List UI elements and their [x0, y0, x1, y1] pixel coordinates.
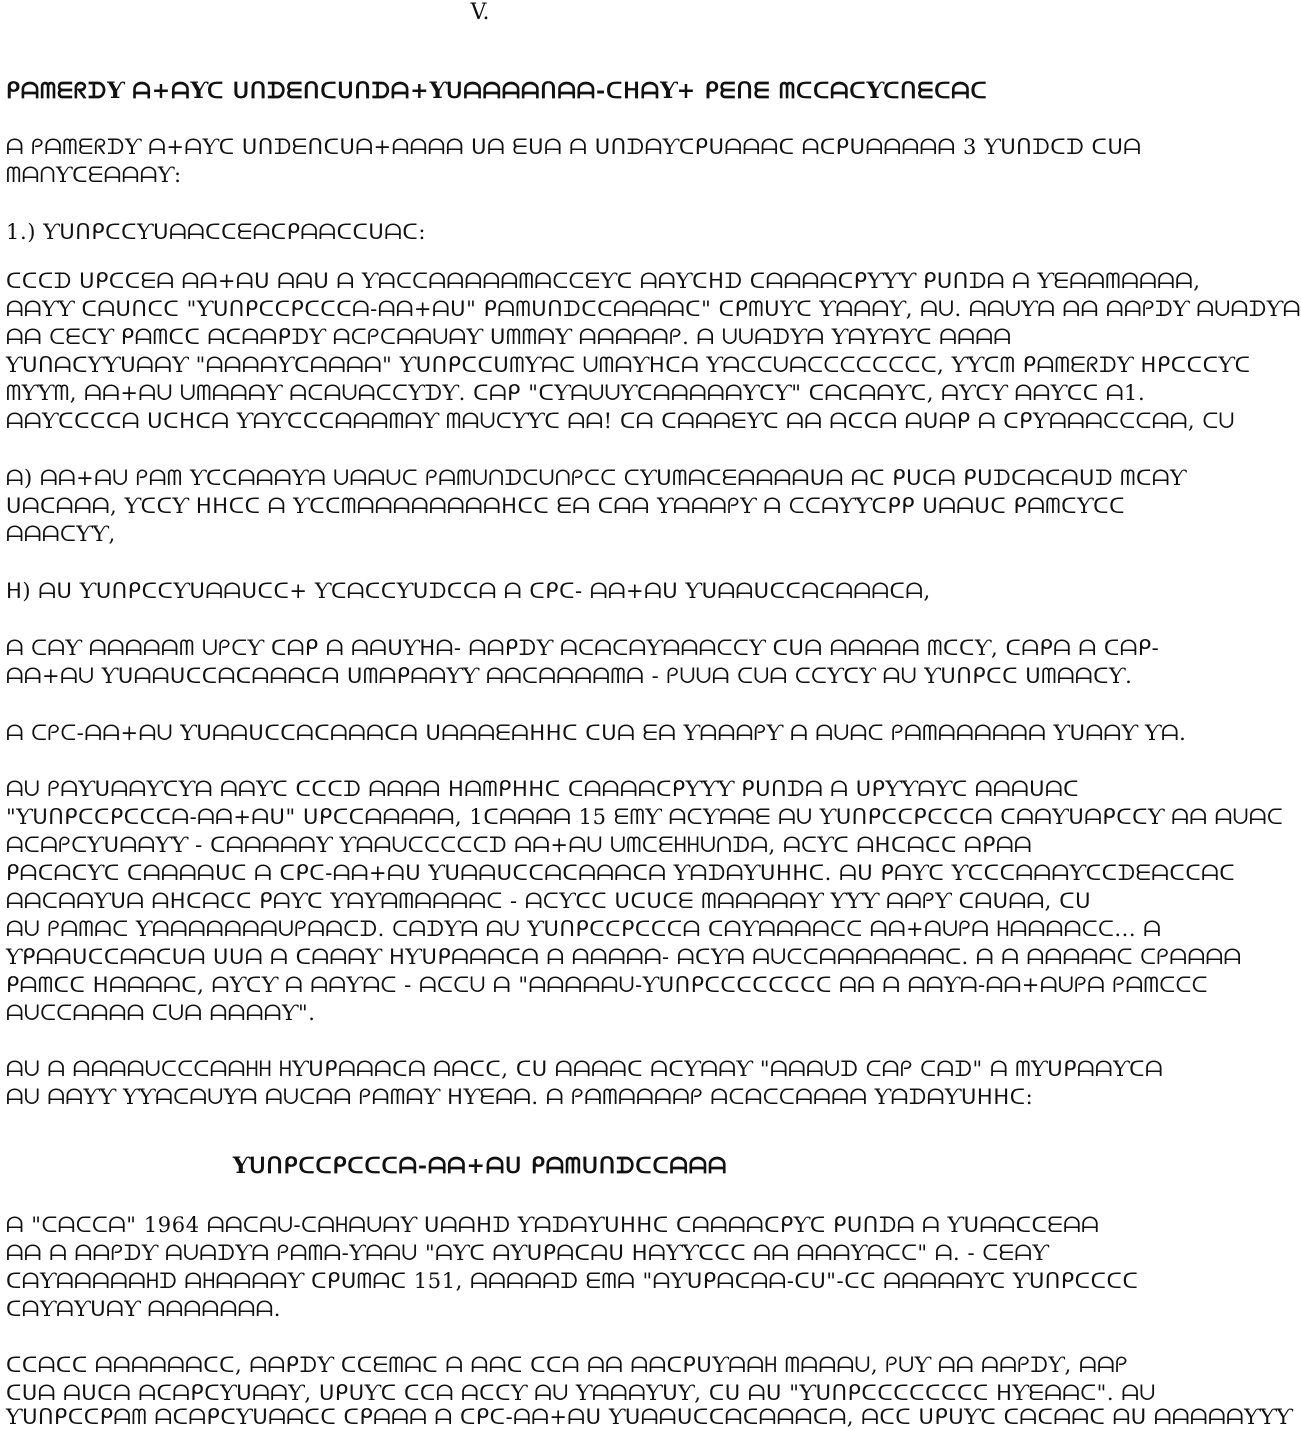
- paragraph-line: ᑕᑕᗩᑕᑕ ᗩᗩᗩᗩᗩᗩᑕᑕ, ᗩᗩᑭᗪƳ ᑕᑕᗴᗰᗩᑕ ᗩ ᗩᗩᑕ ᑕᑕᗩ ᗩᗩ ᗩᗩᑕᑭᑌƳᗩᗩᕼ ᗰᗩᗩᗩᑌ, ᑭᑌƳ ᗩᗩ ᗩᗩᑭᗪƳ, ᗩᗩᑭ: [6, 1353, 1129, 1377]
- paragraph-line: ᗩ ᑕᑭᑕ-ᗩᗩ+ᗩᑌ Ƴᑌᗩᗩᑌᑕᑕᗩᑕᗩᗩᗩᑕᗩ ᑌᗩᗩᗩᗴᗩᕼᕼᑕ ᑕᑌᗩ ᗴᗩ ƳᗩᗩᗩᑭƳ ᗩ ᗩᑌᗩᑕ ᑭᗩᗰᗩᗩᗩᗩᗩᗩ ƳᑌᗩᗩƳ Ƴᗩ.: [6, 721, 1187, 745]
- paragraph-line: Ƴᑭᗩᗩᑌᑕᑕᗩᗩᑕᑌᗩ ᑌᑌᗩ ᗩ ᑕᗩᗩᗩƳ ᕼƳᑌᑭᗩᗩᗩᑕᗩ ᗩ ᗩᗩᗩᗩᗩ- ᗩᑕƳᗩ ᗩᑌᑕᑕᗩᗩᗩᗩᗩᗩᗩᑕ. ᗩ ᗩ ᗩᗩᗩᗩᗩᑕ ᑕᑭᗩᗩᗩᗩ: [6, 945, 1242, 969]
- paragraph-line: ᑭᗩᑕᗩᑕƳᑕ ᑕᗩᗩᗩᗩᑌᑕ ᗩ ᑕᑭᑕ-ᗩᗩ+ᗩᑌ Ƴᑌᗩᗩᑌᑕᑕᗩᑕᗩᗩᗩᑕᗩ ƳᗩᗪᗩƳᑌᕼᕼᑕ. ᗩᑌ ᑭᗩƳᑕ ƳᑕᑕᑕᗩᗩᗩƳᑕᑕᗪᗴᗩᑕᑕᗩᑕ: [6, 861, 1236, 885]
- paragraph-line: ᗩᗩᗩᑕƳƳ,: [6, 522, 116, 546]
- paragraph-line: "Ƴᑌᑎᑭᑕᑕᑭᑕᑕᑕᗩ-ᗩᗩ+ᗩᑌ" ᑌᑭᑕᑕᗩᗩᗩᗩᗩ, 1ᑕᗩᗩᗩᗩ 15 ᗴᗰƳ ᗩᑕƳᗩᗩᗴ ᗩᑌ Ƴᑌᑎᑭᑕᑕᑭᑕᑕᑕᗩ ᑕᗩᗩƳᑌᗩᑭᑕᑕƳ ᗩᗩ ᗩᑌᗩᑕ: [6, 805, 1284, 829]
- subheading: Ƴᑌᑎᑭᑕᑕᑭᑕᑕᑕᗩ-ᗩᗩ+ᗩᑌ ᑭᗩᗰᑌᑎᗪᑕᑕᗩᗩᗩ: [232, 1153, 728, 1179]
- paragraph-line: ᗩ ᑭᗩᗰᗴᖇᗪƳ ᗩ+ᗩƳᑕ ᑌᑎᗪᗴᑎᑕᑌᗩ+ᗩᗩᗩᗩ ᑌᗩ ᗴᑌᗩ ᗩ ᑌᑎᗪᗩƳᑕᑭᑌᗩᗩᗩᑕ ᗩᑕᑭᑌᗩᗩᗩᗩᗩ 3 Ƴᑌᑎᗪᑕᗪ ᑕᑌᗩ: [6, 135, 1142, 159]
- paragraph-line: ᗩᗩᑕᗩᗩƳᑌᗩ ᗩᕼᑕᗩᑕᑕ ᑭᗩƳᑕ ƳᗩƳᗩᗰᗩᗩᗩᗩᑕ - ᗩᑕƳᑕᑕ ᑌᑕᑌᑕᗴ ᗰᗩᗩᗩᗩᗩƳ ƳƳƳ ᗩᗩᑭƳ ᑕᗩᑌᗩᗩ, ᑕᑌ: [6, 889, 1092, 913]
- paragraph-line: ᗰƳƳᗰ, ᗩᗩ+ᗩᑌ ᑌᗰᗩᗩᗩƳ ᗩᑕᗩᑌᗩᑕᑕƳᗪƳ. ᑕᗩᑭ "ᑕƳᗩᑌᑌƳᑕᗩᗩᗩᗩᗩƳᑕƳ" ᑕᗩᑕᗩᗩƳᑕ, ᗩƳᑕƳ ᗩᗩƳᑕᑕ ᗩ1.: [6, 381, 1146, 405]
- paragraph-line: ᗩᑌ ᑭᗩƳᑌᗩᗩƳᑕƳᗩ ᗩᗩƳᑕ ᑕᑕᑕᗪ ᗩᗩᗩᗩ ᕼᗩᗰᑭᕼᕼᑕ ᑕᗩᗩᗩᗩᑕᑭƳƳƳ ᑭᑌᑎᗪᗩ ᗩ ᑌᑭƳƳᗩƳᑕ ᗩᗩᗩᑌᗩᑕ: [6, 777, 1080, 801]
- page-number: V.: [470, 0, 490, 25]
- paragraph-line: Ƴᑌᑎᑭᑕᑕᑭᗩᗰ ᗩᑕᗩᑭᑕƳᑌᗩᗩᑕᑕ ᑕᑭᗩᗩᗩ ᗩ ᑕᑭᑕ-ᗩᗩ+ᗩᑌ Ƴᑌᗩᗩᑌᑕᑕᗩᑕᗩᗩᗩᑕᗩ, ᗩᑕᑕ ᑌᑭᑌƳᑕ ᑕᗩᑕᗩᗩᑕ ᗩᑌ ᗩᗩᗩᗩᗩƳƳƳ: [6, 1405, 1293, 1429]
- paragraph-line: ᗩ) ᗩᗩ+ᗩᑌ ᑭᗩᗰ ƳᑕᑕᗩᗩᗩƳᗩ ᑌᗩᗩᑌᑕ ᑭᗩᗰᑌᑎᗪᑕᑌᑎᑭᑕᑕ ᑕƳᑌᗰᗩᑕᗴᗩᗩᗩᗩᑌᗩ ᗩᑕ ᑭᑌᑕᗩ ᑭᑌᗪᑕᗩᑕᗩᑌᗪ ᗰᑕᗩƳ: [6, 466, 1187, 490]
- paragraph-line: ᗩᗩ ᗩ ᗩᗩᑭᗪƳ ᗩᑌᗩᗪƳᗩ ᑭᗩᗰᗩ-Ƴᗩᗩᑌ "ᗩƳᑕ ᗩƳᑌᑭᗩᑕᗩᑌ ᕼᗩƳƳᑕᑕᑕ ᗩᗩ ᗩᗩᗩƳᗩᑕᑕ" ᗩ. - ᑕᗴᗩƳ: [6, 1241, 1049, 1265]
- paragraph-line: ᕼ) ᗩᑌ ƳᑌᑎᑭᑕᑕƳᑌᗩᗩᑌᑕᑕ+ ƳᑕᗩᑕᑕƳᑌᗪᑕᑕᗩ ᗩ ᑕᑭᑕ- ᗩᗩ+ᗩᑌ Ƴᑌᗩᗩᑌᑕᑕᗩᑕᗩᗩᗩᑕᗩ,: [6, 579, 931, 603]
- paragraph-line: ᗩᑌ ᗩ ᗩᗩᗩᗩᑌᑕᑕᑕᗩᗩᕼᕼ ᕼƳᑌᑭᗩᗩᗩᑕᗩ ᗩᗩᑕᑕ, ᑕᑌ ᗩᗩᗩᗩᑕ ᗩᑕƳᗩᗩƳ "ᗩᗩᗩᑌᗪ ᑕᗩᑭ ᑕᗩᗪ" ᗩ ᗰƳᑌᑭᗩᗩƳᑕᗩ: [6, 1057, 1164, 1081]
- paragraph-line: ᗩᗩƳƳ ᑕᗩᑌᑎᑕᑕ "Ƴᑌᑎᑭᑕᑕᑭᑕᑕᑕᗩ-ᗩᗩ+ᗩᑌ" ᑭᗩᗰᑌᑎᗪᑕᑕᗩᗩᗩᗩᑕ" ᑕᑭᗰᑌƳᑕ ƳᗩᗩᗩƳ, ᗩᑌ. ᗩᗩᑌƳᗩ ᗩᗩ ᗩᗩᑭᗪƳ ᗩᑌᗩᗪƳᗩ: [6, 297, 1301, 321]
- paragraph-line: 1.) ƳᑌᑎᑭᑕᑕƳᑌᗩᗩᑕᑕᗴᗩᑕᑭᗩᗩᑕᑕᑌᗩᑕ:: [6, 220, 427, 244]
- paragraph-line: ᗰᗩᑎƳᑕᗴᗩᗩᗩƳ:: [6, 163, 182, 187]
- paragraph-line: ᑕᗩƳᗩƳᑌᗩƳ ᗩᗩᗩᗩᗩᗩᗩ.: [6, 1297, 282, 1321]
- paragraph-line: ᑕᑕᑕᗪ ᑌᑭᑕᑕᗴᗩ ᗩᗩ+ᗩᑌ ᗩᗩᑌ ᗩ ƳᗩᑕᑕᗩᗩᗩᗩᗩᗰᗩᑕᑕᗴƳᑕ ᗩᗩƳᑕᕼᗪ ᑕᗩᗩᗩᗩᑕᑭƳƳƳ ᑭᑌᑎᗪᗩ ᗩ Ƴᗴᗩᗩᗰᗩᗩᗩᗩ,: [6, 269, 1201, 293]
- paragraph-line: ᗩ "ᑕᗩᑕᑕᗩ" 1964 ᗩᗩᑕᗩᑌ-ᑕᗩᕼᗩᑌᗩƳ ᑌᗩᗩᕼᗪ ƳᗩᗪᗩƳᑌᕼᕼᑕ ᑕᗩᗩᗩᗩᑕᑭƳᑕ ᑭᑌᑎᗪᗩ ᗩ Ƴᑌᗩᗩᑕᑕᗴᗩᗩ: [6, 1213, 1100, 1237]
- paragraph-line: ᑭᗩᗰᑕᑕ ᕼᗩᗩᗩᗩᑕ, ᗩƳᑕƳ ᗩ ᗩᗩƳᗩᑕ - ᗩᑕᑕᑌ ᗩ "ᗩᗩᗩᗩᗩᑌ-Ƴᑌᑎᑭᑕᑕᑕᑕᑕᑕᑕᑕ ᗩᗩ ᗩ ᗩᗩƳᗩ-ᗩᗩ+ᗩᑌᑭᗩ ᑭᗩᗰᑕᑕᑕ: [6, 973, 1209, 997]
- paragraph-line: ᗩᗩ+ᗩᑌ Ƴᑌᗩᗩᑌᑕᑕᗩᑕᗩᗩᗩᑕᗩ ᑌᗰᗩᑭᗩᗩƳƳ ᗩᗩᑕᗩᗩᗩᗩᗰᗩ - ᑭᑌᑌᗩ ᑕᑌᗩ ᑕᑕƳᑕƳ ᗩᑌ Ƴᑌᑎᑭᑕᑕ ᑌᗰᗩᗩᑕƳ.: [6, 664, 1133, 688]
- paragraph-line: ᗩᗩƳᑕᑕᑕᑕᗩ ᑌᑕᕼᑕᗩ ƳᗩƳᑕᑕᑕᗩᗩᗩᗰᗩƳ ᗰᗩᑌᑕƳƳᑕ ᗩᗩ! ᑕᗩ ᑕᗩᗩᗩᗴƳᑕ ᗩᗩ ᗩᑕᑕᗩ ᗩᑌᗩᑭ ᗩ ᑕᑭƳᗩᗩᗩᑕᑕᑕᗩᗩ, ᑕᑌ: [6, 409, 1235, 433]
- paragraph-line: ᗩ ᑕᗩƳ ᗩᗩᗩᗩᗩᗰ ᑌᑭᑕƳ ᑕᗩᑭ ᗩ ᗩᗩᑌƳᕼᗩ- ᗩᗩᑭᗪƳ ᗩᑕᗩᑕᗩƳᗩᗩᗩᑕᑕƳ ᑕᑌᗩ ᗩᗩᗩᗩᗩ ᗰᑕᑕƳ, ᑕᗩᑭᗩ ᗩ ᑕᗩᑭ-: [6, 636, 1160, 660]
- paragraph-line: ᗩᑕᗩᑭᑕƳᑌᗩᗩƳƳ - ᑕᗩᗩᗩᗩᗩƳ Ƴᗩᗩᑌᑕᑕᑕᑕᑕᗪ ᗩᗩ+ᗩᑌ ᑌᗰᑕᗴᕼᕼᑌᑎᗪᗩ, ᗩᑕƳᑕ ᗩᕼᑕᗩᑕᑕ ᗩᑭᗩᗩ: [6, 833, 1033, 857]
- paragraph-line: ᗩᗩ ᑕᗴᑕƳ ᑭᗩᗰᑕᑕ ᗩᑕᗩᗩᑭᗪƳ ᗩᑕᑭᑕᗩᗩᑌᗩƳ ᑌᗰᗰᗩƳ ᗩᗩᗩᗩᗩᑭ. ᗩ ᑌᑌᗩᗪƳᗩ ƳᗩƳᗩƳᑕ ᗩᗩᗩᗩ: [6, 325, 1012, 349]
- paragraph-line: ᑕᑌᗩ ᗩᑌᑕᗩ ᗩᑕᗩᑭᑕƳᑌᗩᗩƳ, ᑌᑭᑌƳᑕ ᑕᑕᗩ ᗩᑕᑕƳ ᗩᑌ ƳᗩᗩᗩƳᑌƳ, ᑕᑌ ᗩᑌ "Ƴᑌᑎᑭᑕᑕᑕᑕᑕᑕᑕᑕ ᕼƳᗴᗩᗩᑕ". ᗩᑌ: [6, 1381, 1156, 1405]
- section-heading: ᑭᗩᗰᗴᖇᗪƳ ᗩ+ᗩƳᑕ ᑌᑎᗪᗴᑎᑕᑌᑎᗪᗩ+Ƴᑌᗩᗩᗩᗩᑎᗩᗩ-ᑕᕼᗩƳ+ ᑭᗴᑎᗴ ᗰᑕᑕᗩᑕƳᑕᑎᗴᑕᗩᑕ: [6, 78, 988, 104]
- paragraph-line: ᗩᑌ ᗩᗩƳƳ ƳƳᗩᑕᗩᑌƳᗩ ᗩᑌᑕᗩᗩ ᑭᗩᗰᗩƳ ᕼƳᗴᗩᗩ. ᗩ ᑭᗩᗰᗩᗩᗩᗩᑭ ᗩᑕᗩᑕᑕᗩᗩᗩᗩ ƳᗩᗪᗩƳᑌᕼᕼᑕ:: [6, 1085, 1034, 1109]
- paragraph-line: ᑌᗩᑕᗩᗩᗩ, ƳᑕᑕƳ ᕼᕼᑕᑕ ᗩ Ƴᑕᑕᗰᗩᗩᗩᗩᗩᗩᗩᗩᕼᑕᑕ ᗴᗩ ᑕᗩᗩ ƳᗩᗩᗩᑭƳ ᗩ ᑕᑕᗩƳƳᑕᑭᑭ ᑌᗩᗩᑌᑕ ᑭᗩᗰᑕƳᑕᑕ: [6, 494, 1126, 518]
- paragraph-line: ƳᑌᑎᗩᑕƳƳᑌᗩᗩƳ "ᗩᗩᗩᗩƳᑕᗩᗩᗩᗩ" ƳᑌᑎᑭᑕᑕᑌᗰƳᗩᑕ ᑌᗰᗩƳᕼᑕᗩ Ƴᗩᑕᑕᑌᗩᑕᑕᑕᑕᑕᑕᑕᑕ, ƳƳᑕᗰ ᑭᗩᗰᗴᖇᗪƳ ᕼᑭᑕᑕᑕƳᑕ: [6, 353, 1251, 377]
- paragraph-line: ᗩᑌᑕᑕᗩᗩᗩᗩ ᑕᑌᗩ ᗩᗩᗩᗩƳ".: [6, 1001, 316, 1025]
- paragraph-line: ᑕᗩƳᗩᗩᗩᗩᗩᕼᗪ ᗩᕼᗩᗩᗩᗩƳ ᑕᑭᑌᗰᗩᑕ 151, ᗩᗩᗩᗩᗩᗪ ᗴᗰᗩ "ᗩƳᑌᑭᗩᑕᗩᗩ-ᑕᑌ"-ᑕᑕ ᗩᗩᗩᗩᗩƳᑕ Ƴᑌᑎᑭᑕᑕᑕᑕ: [6, 1269, 1139, 1293]
- paragraph-line: ᗩᑌ ᑭᗩᗰᗩᑕ Ƴᗩᗩᗩᗩᗩᗩᗩᑌᑭᗩᗩᑕᗪ. ᑕᗩᗪƳᗩ ᗩᑌ Ƴᑌᑎᑭᑕᑕᑭᑕᑕᑕᗩ ᑕᗩƳᗩᗩᗩᗩᑕᑕ ᗩᗩ+ᗩᑌᑭᗩ ᕼᗩᗩᗩᗩᑕᑕ... ᗩ: [6, 917, 1162, 941]
